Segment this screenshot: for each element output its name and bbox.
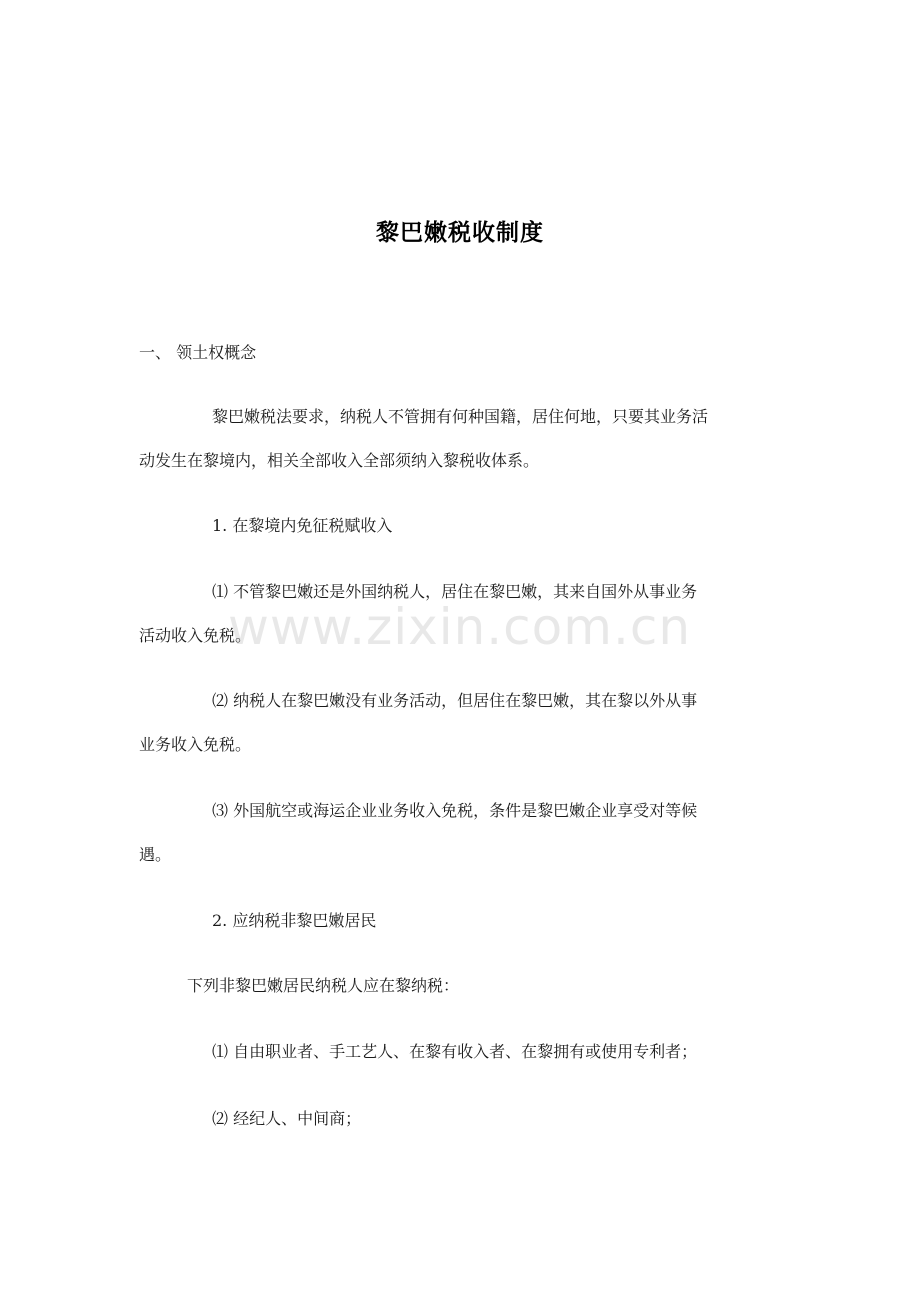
watermark: www.zixin.com.cn: [228, 598, 692, 656]
list-item-line: 遇。: [139, 845, 172, 864]
list-item-line: ⑴ 自由职业者、手工艺人、在黎有收入者、在黎拥有或使用专利者；: [212, 1042, 698, 1061]
paragraph-line: 下列非黎巴嫩居民纳税人应在黎纳税：: [187, 976, 460, 995]
list-item-line: ⑴ 不管黎巴嫩还是外国纳税人，居住在黎巴嫩，其来自国外从事业务: [212, 582, 698, 601]
list-item-line: ⑵ 经纪人、中间商；: [212, 1109, 362, 1128]
paragraph-line: 黎巴嫩税法要求，纳税人不管拥有何种国籍，居住何地，只要其业务活: [212, 407, 709, 426]
section-heading: 一、 领土权概念: [139, 343, 257, 362]
subsection-heading: 1. 在黎境内免征税赋收入: [212, 516, 393, 535]
subsection-heading: 2. 应纳税非黎巴嫩居民: [212, 911, 377, 930]
paragraph-line: 动发生在黎境内，相关全部收入全部须纳入黎税收体系。: [139, 451, 540, 470]
list-item-line: ⑶ 外国航空或海运企业业务收入免税，条件是黎巴嫩企业享受对等候: [212, 801, 698, 820]
document-title: 黎巴嫩税收制度: [376, 220, 544, 246]
list-item-line: 业务收入免税。: [139, 735, 252, 754]
list-item-line: ⑵ 纳税人在黎巴嫩没有业务活动，但居住在黎巴嫩，其在黎以外从事: [212, 691, 698, 710]
list-item-line: 活动收入免税。: [139, 626, 252, 645]
